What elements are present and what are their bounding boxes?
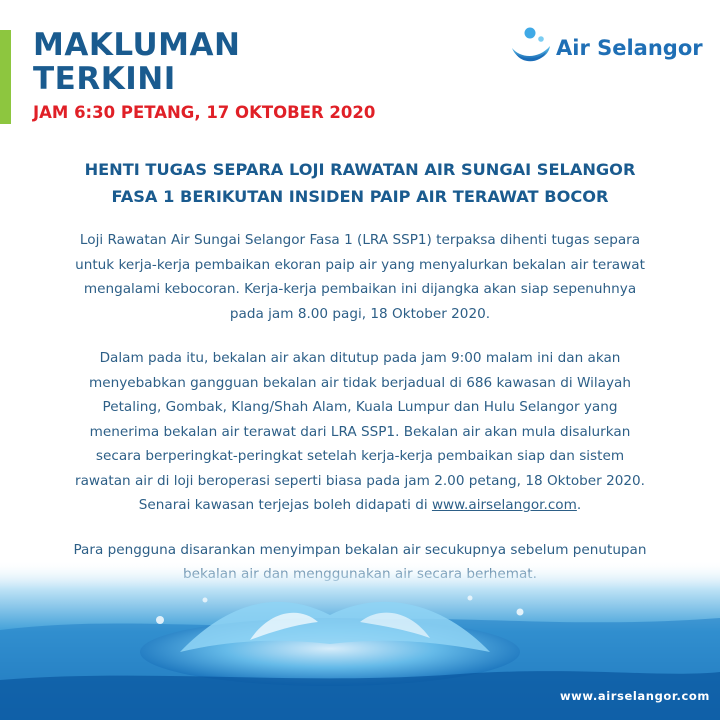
- headline-line-2: FASA 1 BERIKUTAN INSIDEN PAIP AIR TERAWAT BOCOR: [111, 187, 609, 206]
- title-line-1: MAKLUMAN: [33, 27, 241, 63]
- text-line: untuk kerja-kerja pembaikan ekoran paip air yang menyalurkan bekalan air terawat: [75, 256, 645, 273]
- text-line: mengalami kebocoran. Kerja-kerja pembaikan ini dijangka akan siap sepenuhnya: [83, 281, 637, 297]
- logo-text: Air Selangor: [556, 36, 703, 60]
- website-link[interactable]: www.airselangor.com: [431, 497, 577, 513]
- affected-areas-line: [0, 493, 720, 518]
- title-line-2: TERKINI: [33, 61, 176, 97]
- notice-timestamp: JAM 6:30 PETANG, 17 OKTOBER 2020: [33, 103, 376, 122]
- headline-line-1: HENTI TUGAS SEPARA LOJI RAWATAN AIR SUNGAI SELANGOR: [84, 160, 636, 179]
- notice-headline: [20, 156, 700, 210]
- notice-title: [33, 28, 240, 96]
- footer-website-url[interactable]: www.airselangor.com: [559, 689, 710, 703]
- text-line: menyebabkan gangguan bekalan air tidak berjadual di 686 kawasan di Wilayah: [89, 374, 631, 391]
- text-line: Dalam pada itu, bekalan air akan ditutup pada jam 9:00 malam ini dan akan: [99, 350, 621, 366]
- text-line: Para pengguna disarankan menyimpan bekalan air secukupnya sebelum penutupan: [73, 541, 647, 558]
- green-accent-bar: [0, 30, 11, 124]
- notice-body: [0, 228, 720, 587]
- text-line: rawatan air di loji beroperasi seperti biasa pada jam 2.00 petang, 18 Oktober 2020.: [75, 472, 645, 489]
- text-line: Petaling, Gombak, Klang/Shah Alam, Kuala Lumpur dan Hulu Selangor yang: [102, 399, 618, 415]
- text-line: secara berperingkat-peringkat setelah kerja-kerja pembaikan siap dan sistem: [95, 448, 625, 464]
- affected-areas-prefix: Senarai kawasan terjejas boleh didapati di: [138, 497, 432, 513]
- text-line: Loji Rawatan Air Sungai Selangor Fasa 1 (LRA SSP1) terpaksa dihenti tugas separa: [79, 232, 641, 248]
- paragraph-repair-notice: [0, 228, 720, 326]
- affected-areas-suffix: .: [576, 497, 582, 513]
- text-line: menerima bekalan air terawat dari LRA SSP1. Bekalan air akan mula disalurkan: [89, 423, 631, 440]
- text-line: pada jam 8.00 pagi, 18 Oktober 2020.: [229, 305, 491, 322]
- air-selangor-logo: [508, 24, 708, 72]
- water-drop-logo-icon: [508, 24, 554, 70]
- paragraph-supply-disruption: [0, 346, 720, 518]
